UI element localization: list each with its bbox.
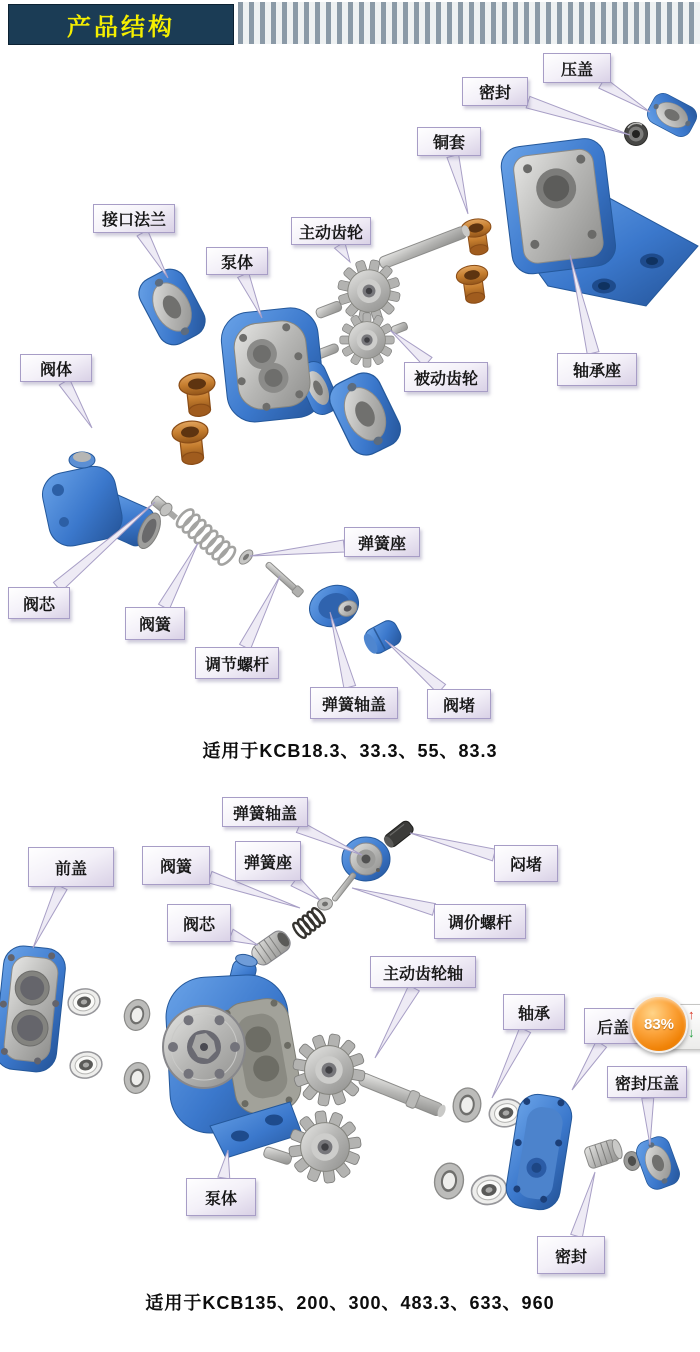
adjusting-screw-2-part [331, 872, 356, 902]
rating-percent-badge[interactable]: 83% [630, 995, 688, 1053]
ring-washer-part [451, 1086, 483, 1124]
rating-widget[interactable] [630, 995, 700, 1057]
callout-seal: 密封 [462, 77, 528, 106]
callout-front-cover: 前盖 [28, 847, 114, 887]
pump-body-part [219, 305, 342, 425]
callout-pressure-cover: 压盖 [543, 53, 611, 83]
spring-shaft-cover-2-part [342, 837, 390, 881]
callout-bearing-seat: 轴承座 [557, 353, 637, 386]
callout-adjusting-screw: 调节螺杆 [195, 647, 279, 679]
callout-spring-seat: 弹簧座 [344, 527, 420, 557]
callout-driving-gear-shaft: 主动齿轮轴 [370, 956, 476, 988]
blind-plug-part [382, 819, 415, 849]
diagram2-caption: 适用于KCB135、200、300、483.3、633、960 [145, 1293, 555, 1313]
copper-bushing-part [455, 263, 491, 305]
callout-spring-seat-2: 弹簧座 [235, 841, 301, 881]
ring-washer-part [432, 1161, 465, 1200]
callout-seal-2: 密封 [537, 1236, 605, 1274]
pressure-cover-part [644, 90, 700, 141]
valve-spring-part [174, 507, 238, 568]
bearing-part [469, 1172, 509, 1207]
callout-pump-body: 泵体 [206, 247, 268, 275]
callout-valve-plug: 阀堵 [427, 689, 491, 719]
callout-spring-shaft-cover: 弹簧轴盖 [310, 687, 398, 719]
callout-valve-spring-2: 阀簧 [142, 846, 210, 885]
section-header [8, 4, 234, 45]
callout-adjusting-screw-2: 调价螺杆 [434, 904, 526, 939]
valve-body-part [38, 452, 165, 553]
exploded-diagram-large-pump [0, 780, 700, 1315]
callout-spring-shaft-cover-2: 弹簧轴盖 [222, 797, 308, 827]
callout-driven-gear: 被动齿轮 [404, 362, 488, 392]
callout-valve-core-2: 阀芯 [167, 904, 231, 942]
callout-driving-gear: 主动齿轮 [291, 217, 371, 245]
callout-pump-body-2: 泵体 [186, 1178, 256, 1216]
bearing-part [68, 1049, 105, 1081]
front-cover-part [0, 944, 67, 1074]
callout-valve-spring: 阀簧 [125, 607, 185, 640]
side-flange-part [324, 367, 406, 461]
callout-seal-gland: 密封压盖 [607, 1066, 687, 1098]
driving-gear-shaft-part [287, 1028, 448, 1120]
exploded-diagram-small-pump [0, 48, 700, 736]
callout-blind-plug: 闷堵 [494, 845, 558, 882]
up-arrow-icon[interactable]: ↑ [688, 1007, 695, 1022]
page-title: 产品结构 [67, 14, 175, 41]
ring-washer-part [121, 1060, 153, 1096]
pump-body-2-part [163, 952, 304, 1158]
callout-valve-core: 阀芯 [8, 587, 70, 619]
down-arrow-icon[interactable]: ↓ [688, 1025, 695, 1040]
diagram1-caption: 适用于KCB18.3、33.3、55、83.3 [202, 741, 498, 761]
inlet-flange-part [133, 264, 211, 351]
bearing-seat-part [499, 136, 698, 306]
diagram1-parts [0, 48, 700, 736]
ring-washer-part [121, 997, 153, 1033]
seal-gland-part [633, 1134, 682, 1193]
spring-seat-part [237, 547, 256, 566]
callout-valve-body: 阀体 [20, 354, 92, 382]
valve-spring-2-part [291, 906, 327, 939]
bearing-part [66, 986, 103, 1018]
copper-bushing-part [171, 419, 211, 466]
callout-inlet-flange: 接口法兰 [93, 204, 175, 233]
callout-copper-bushing: 铜套 [417, 127, 481, 156]
callout-rear-cover: 后盖 [584, 1008, 642, 1044]
header-stripe-pattern [238, 2, 700, 44]
callout-bearing: 轴承 [503, 994, 565, 1030]
copper-bushing-part [178, 371, 218, 418]
seal-2-part [583, 1137, 624, 1169]
